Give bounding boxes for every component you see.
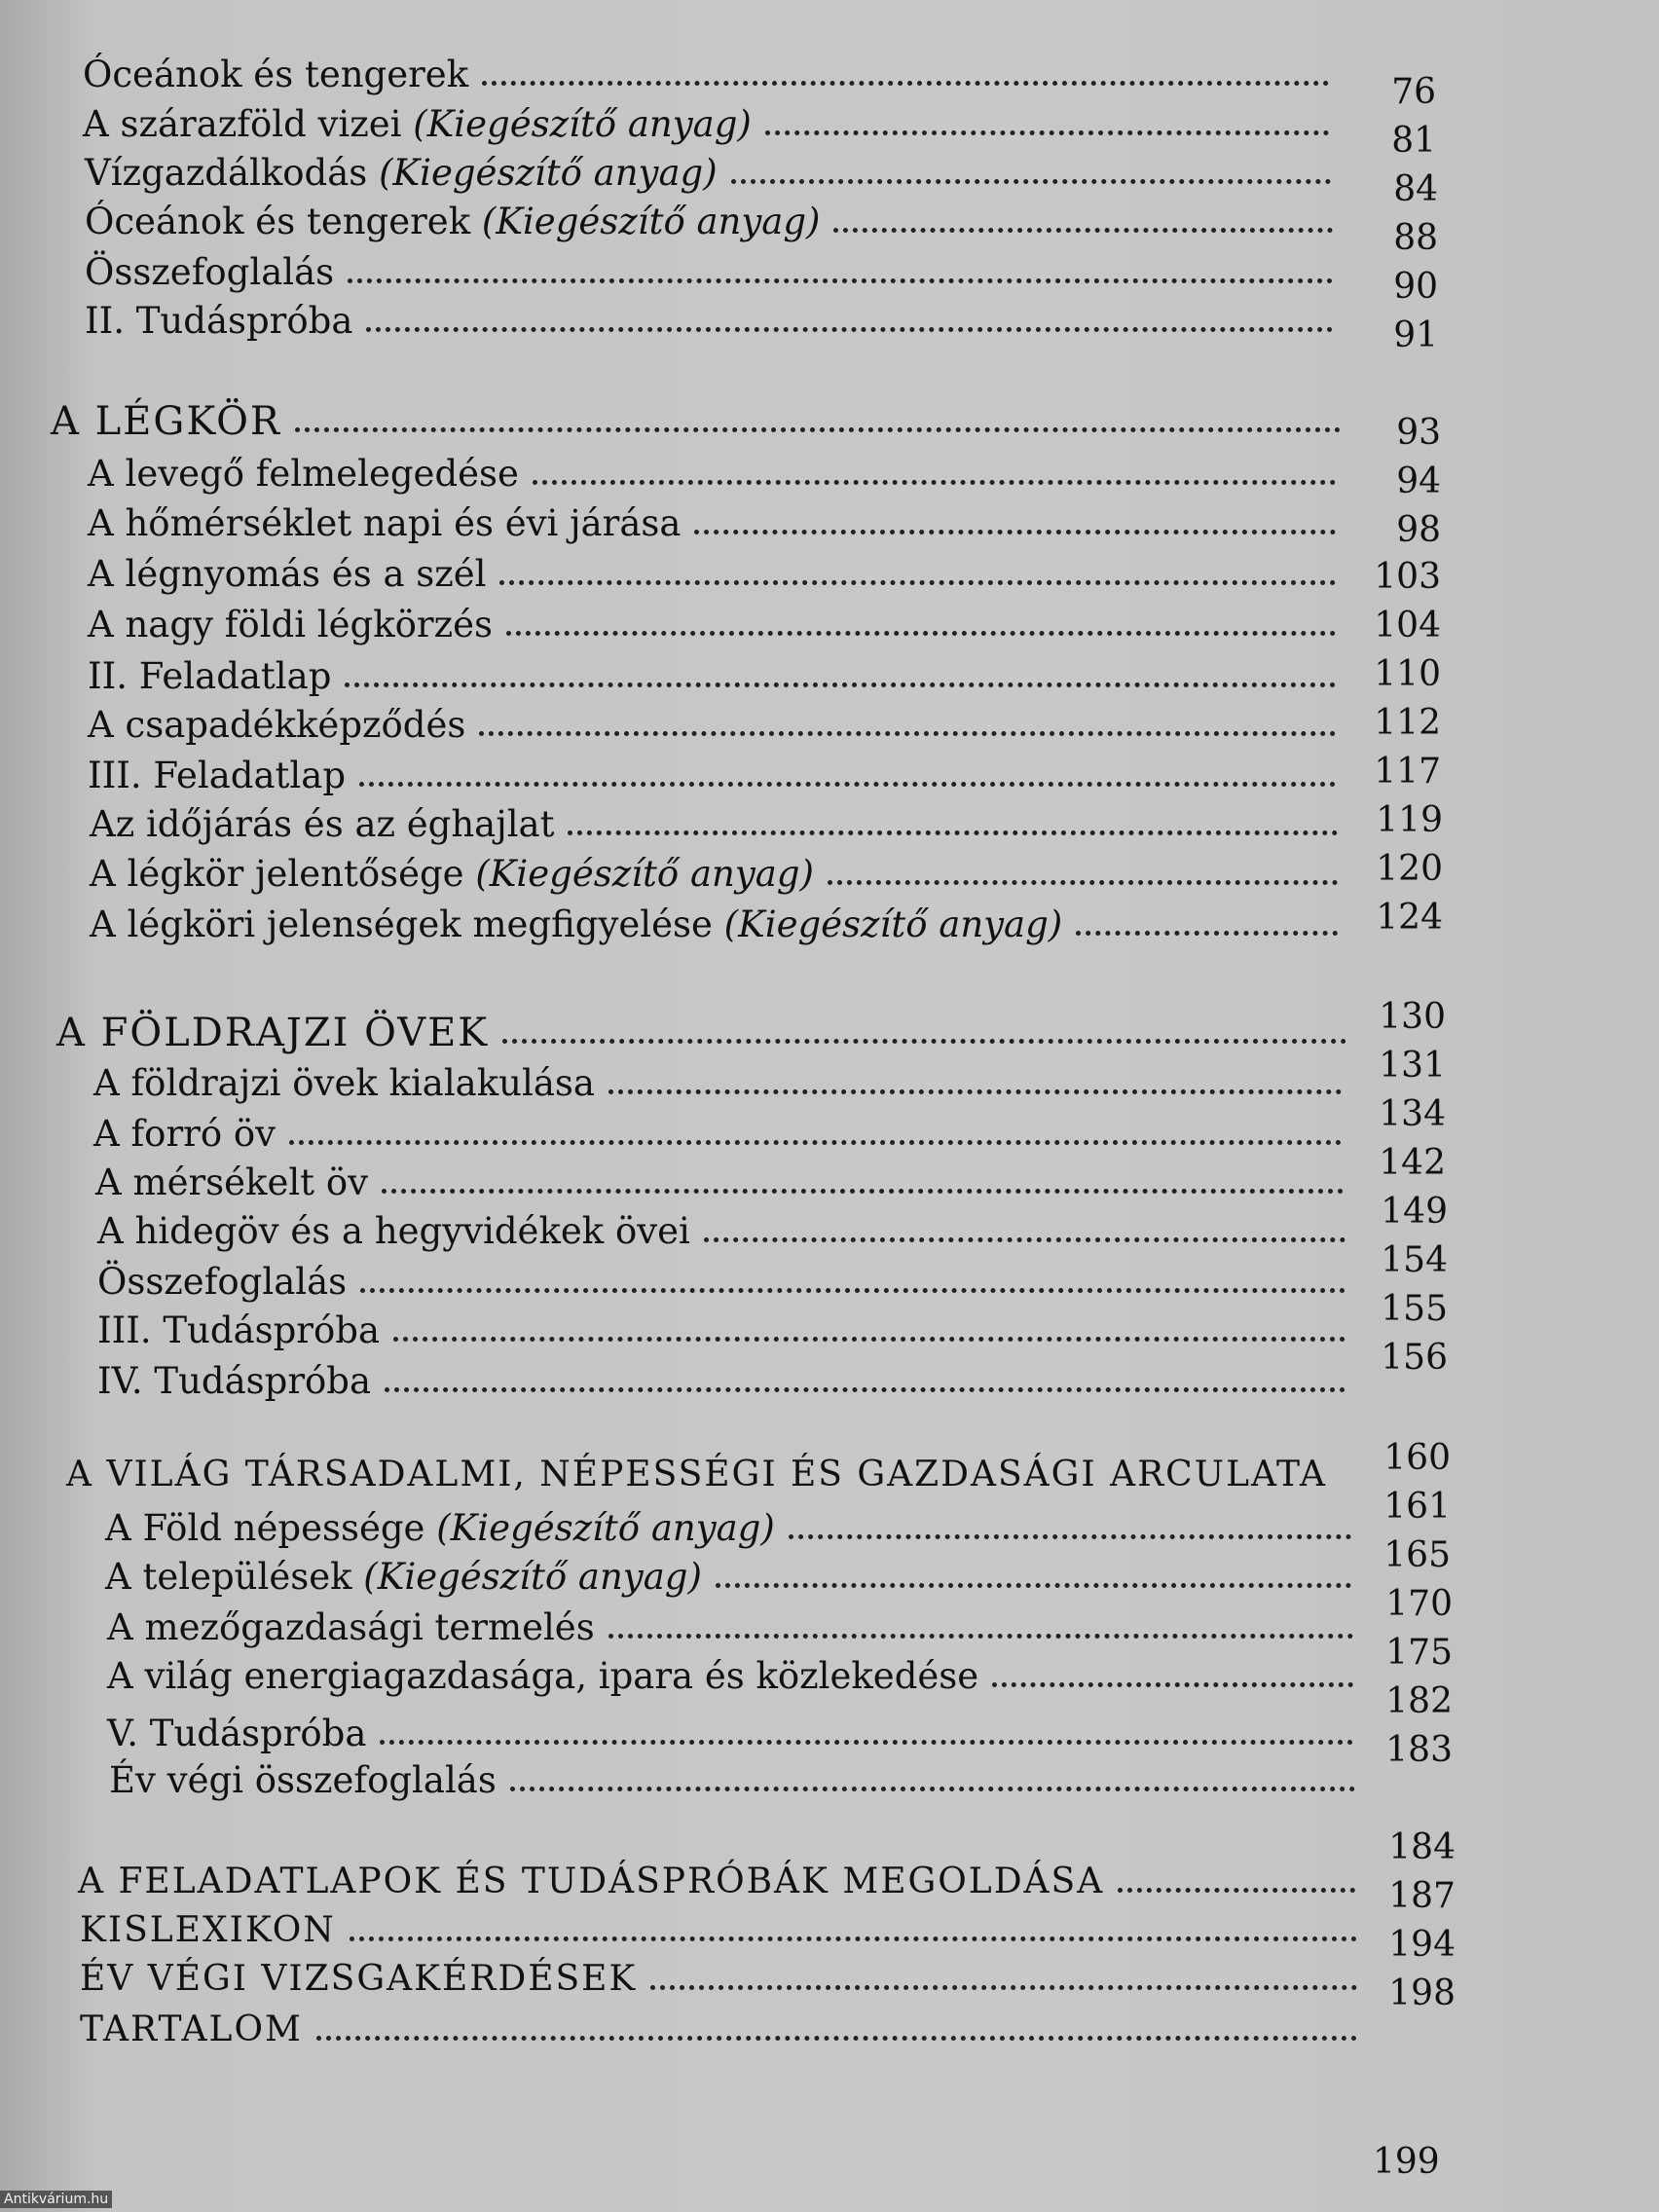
toc-entry	[85, 198, 1343, 246]
entry-label: A levegő felmelegedése	[88, 453, 519, 495]
toc-entry	[85, 297, 1343, 346]
entry-page-number: 183	[1385, 1730, 1453, 1770]
entry-page-number: 124	[1376, 898, 1443, 938]
entry-page-number: 165	[1383, 1535, 1451, 1575]
dot-leader	[694, 530, 1336, 535]
dot-leader	[568, 830, 1338, 835]
toc-entry	[88, 752, 1346, 800]
entry-page-number: 175	[1385, 1633, 1453, 1673]
toc-entry	[107, 1604, 1363, 1652]
toc-entry	[85, 248, 1343, 297]
toc-entry	[107, 1652, 1363, 1701]
dot-leader	[289, 1140, 1342, 1145]
dot-leader	[385, 1387, 1346, 1392]
entry-label: A szárazföld vizei (Kiegészítő anyag)	[83, 103, 752, 145]
entry-label: TARTALOM	[80, 2009, 303, 2049]
entry-page-number: 149	[1381, 1192, 1448, 1232]
entry-label: IV. Tudáspróba	[97, 1360, 372, 1402]
dot-leader	[1076, 931, 1338, 936]
entry-page-number: 112	[1374, 703, 1441, 743]
dot-leader	[482, 81, 1329, 86]
entry-label: A nagy földi légkörzés	[88, 604, 493, 645]
entry-label: A légkör jelentősége (Kiegészítő anyag)	[90, 853, 814, 895]
toc-entry	[93, 1059, 1351, 1108]
entry-page-number: 81	[1391, 121, 1436, 161]
section-heading	[51, 397, 1350, 446]
toc-entry	[105, 1553, 1361, 1602]
dot-leader	[506, 631, 1336, 636]
dot-leader	[316, 2036, 1357, 2041]
entry-label: KISLEXIKON	[80, 1910, 336, 1950]
toc-entry	[80, 2006, 1367, 2054]
toc-entry	[88, 450, 1346, 498]
entry-label: A földrajzi övek kialakulása	[93, 1062, 595, 1104]
dot-leader	[828, 880, 1338, 885]
dot-leader	[992, 1682, 1353, 1687]
page-number: 199	[1373, 2142, 1440, 2182]
entry-page-number: 170	[1385, 1584, 1453, 1624]
dot-leader	[510, 1787, 1355, 1791]
toc-entry	[80, 1955, 1367, 2004]
dot-leader	[350, 1936, 1357, 1941]
entry-label: A mezőgazdasági termelés	[107, 1606, 595, 1648]
entry-page-number: 187	[1388, 1876, 1456, 1916]
entry-page-number: 142	[1379, 1143, 1446, 1183]
dot-leader	[704, 1237, 1346, 1242]
entry-label: Év végi összefoglalás	[109, 1759, 497, 1801]
dot-leader	[608, 1089, 1342, 1094]
entry-page-number: 119	[1376, 800, 1443, 840]
dot-leader	[731, 179, 1331, 184]
dot-leader	[650, 1985, 1357, 1990]
entry-label: V. Tudáspróba	[107, 1713, 367, 1754]
toc-entry	[88, 701, 1346, 750]
toc-entry	[90, 901, 1347, 949]
entry-label: II. Feladatlap	[88, 655, 332, 697]
toc-entry	[88, 550, 1346, 599]
dot-leader	[345, 682, 1336, 687]
entry-page-number: 194	[1388, 1925, 1456, 1965]
entry-page-number: 120	[1376, 849, 1443, 889]
entry-label: A csapadékképződés	[88, 704, 466, 746]
toc-entry	[97, 1357, 1355, 1406]
entry-label: A forró öv	[93, 1113, 276, 1155]
dot-leader	[479, 731, 1336, 736]
entry-page-number: 90	[1393, 267, 1438, 307]
dot-leader	[833, 228, 1333, 233]
entry-page-number: 91	[1393, 315, 1438, 355]
dot-leader	[533, 480, 1336, 485]
dot-leader	[348, 278, 1333, 283]
toc-entry	[93, 1110, 1351, 1159]
entry-page-number: 103	[1374, 557, 1441, 597]
entry-page-number: 110	[1374, 654, 1441, 694]
dot-leader	[360, 1288, 1346, 1293]
entry-page-number: 155	[1381, 1289, 1448, 1329]
section-title: A LÉGKÖR	[51, 399, 282, 444]
toc-entry	[78, 1858, 1365, 1906]
toc-entry	[97, 1307, 1355, 1355]
toc-entry	[109, 1756, 1365, 1805]
entry-label: Vízgazdálkodás (Kiegészítő anyag)	[85, 152, 718, 194]
dot-leader	[380, 1740, 1353, 1745]
entry-label: III. Feladatlap	[88, 755, 346, 796]
section-page-number: 130	[1379, 997, 1446, 1037]
dot-leader	[382, 1189, 1344, 1194]
dot-leader	[366, 327, 1333, 332]
entry-page-number: 98	[1396, 510, 1441, 550]
entry-label: Óceánok és tengerek	[83, 54, 469, 95]
entry-label: Óceánok és tengerek (Kiegészítő anyag)	[85, 201, 821, 242]
toc-entry	[85, 149, 1341, 198]
entry-label: A hidegöv és a hegyvidékek övei	[97, 1210, 690, 1252]
dot-leader	[295, 427, 1341, 432]
toc-entry	[88, 652, 1346, 701]
entry-label: III. Tudáspróba	[97, 1309, 381, 1351]
entry-page-number: 182	[1385, 1681, 1453, 1721]
toc-entry	[83, 100, 1339, 149]
toc-entry	[88, 601, 1346, 649]
entry-label: A FELADATLAPOK ÉS TUDÁSPRÓBÁK MEGOLDÁSA	[78, 1862, 1105, 1901]
entry-page-number: 156	[1381, 1338, 1448, 1378]
section-page-number: 93	[1396, 413, 1441, 453]
toc-entry	[107, 1710, 1363, 1758]
toc-entry	[90, 850, 1347, 899]
dot-leader	[716, 1583, 1351, 1588]
dot-leader	[359, 782, 1336, 787]
entry-label: II. Tudáspróba	[85, 300, 353, 342]
toc-entry	[105, 1504, 1361, 1553]
toc-entry	[95, 1159, 1353, 1207]
toc-entry	[97, 1258, 1355, 1307]
section-page-number: 160	[1383, 1438, 1451, 1478]
entry-page-number: 94	[1396, 461, 1441, 501]
toc-entry	[97, 1207, 1355, 1256]
entry-label: A Föld népessége (Kiegészítő anyag)	[105, 1507, 775, 1549]
entry-page-number: 154	[1381, 1240, 1448, 1280]
entry-label: A hőmérséklet napi és évi járása	[88, 502, 682, 544]
entry-label: ÉV VÉGI VIZSGAKÉRDÉSEK	[80, 1959, 638, 1999]
entry-page-number: 88	[1393, 218, 1438, 258]
entry-page-number: 131	[1379, 1046, 1446, 1086]
dot-leader	[608, 1634, 1353, 1639]
section-heading	[56, 1009, 1356, 1057]
dot-leader	[765, 130, 1329, 135]
toc-entry	[88, 499, 1346, 548]
toc-entry	[83, 51, 1339, 99]
entry-label: Összefoglalás	[97, 1261, 348, 1303]
section-title: A VILÁG TÁRSADALMI, NÉPESSÉGI ÉS GAZDASÁGI ARCULATA	[66, 1455, 1328, 1494]
section-title: A FÖLDRAJZI ÖVEK	[56, 1011, 490, 1055]
dot-leader	[499, 580, 1336, 585]
toc-entry	[90, 800, 1347, 849]
entry-label: A mérsékelt öv	[95, 1161, 368, 1203]
dot-leader	[393, 1337, 1346, 1342]
entry-label: A világ energiagazdasága, ipara és közlekedése	[107, 1655, 979, 1697]
toc-entry	[80, 1906, 1367, 1955]
entry-label: A légnyomás és a szél	[88, 553, 487, 595]
entry-label: A települések (Kiegészítő anyag)	[105, 1556, 702, 1598]
entry-page-number: 84	[1393, 169, 1438, 209]
entry-label: A légköri jelenségek megfigyelése (Kiegészítő anyag)	[90, 903, 1063, 945]
entry-page-number: 117	[1374, 752, 1441, 792]
dot-leader	[1118, 1888, 1355, 1893]
entry-page-number: 76	[1391, 72, 1436, 112]
entry-page-number: 184	[1388, 1827, 1456, 1867]
entry-page-number: 104	[1374, 606, 1441, 645]
dot-leader	[502, 1039, 1346, 1044]
entry-label: Összefoglalás	[85, 251, 335, 293]
section-heading	[66, 1451, 1371, 1499]
entry-label: Az időjárás és az éghajlat	[90, 803, 555, 845]
entry-page-number: 134	[1379, 1094, 1446, 1134]
entry-page-number: 161	[1383, 1487, 1451, 1527]
entry-page-number: 198	[1388, 1973, 1456, 2013]
dot-leader	[789, 1534, 1351, 1539]
watermark: Antikvárium.hu	[0, 2191, 112, 2208]
